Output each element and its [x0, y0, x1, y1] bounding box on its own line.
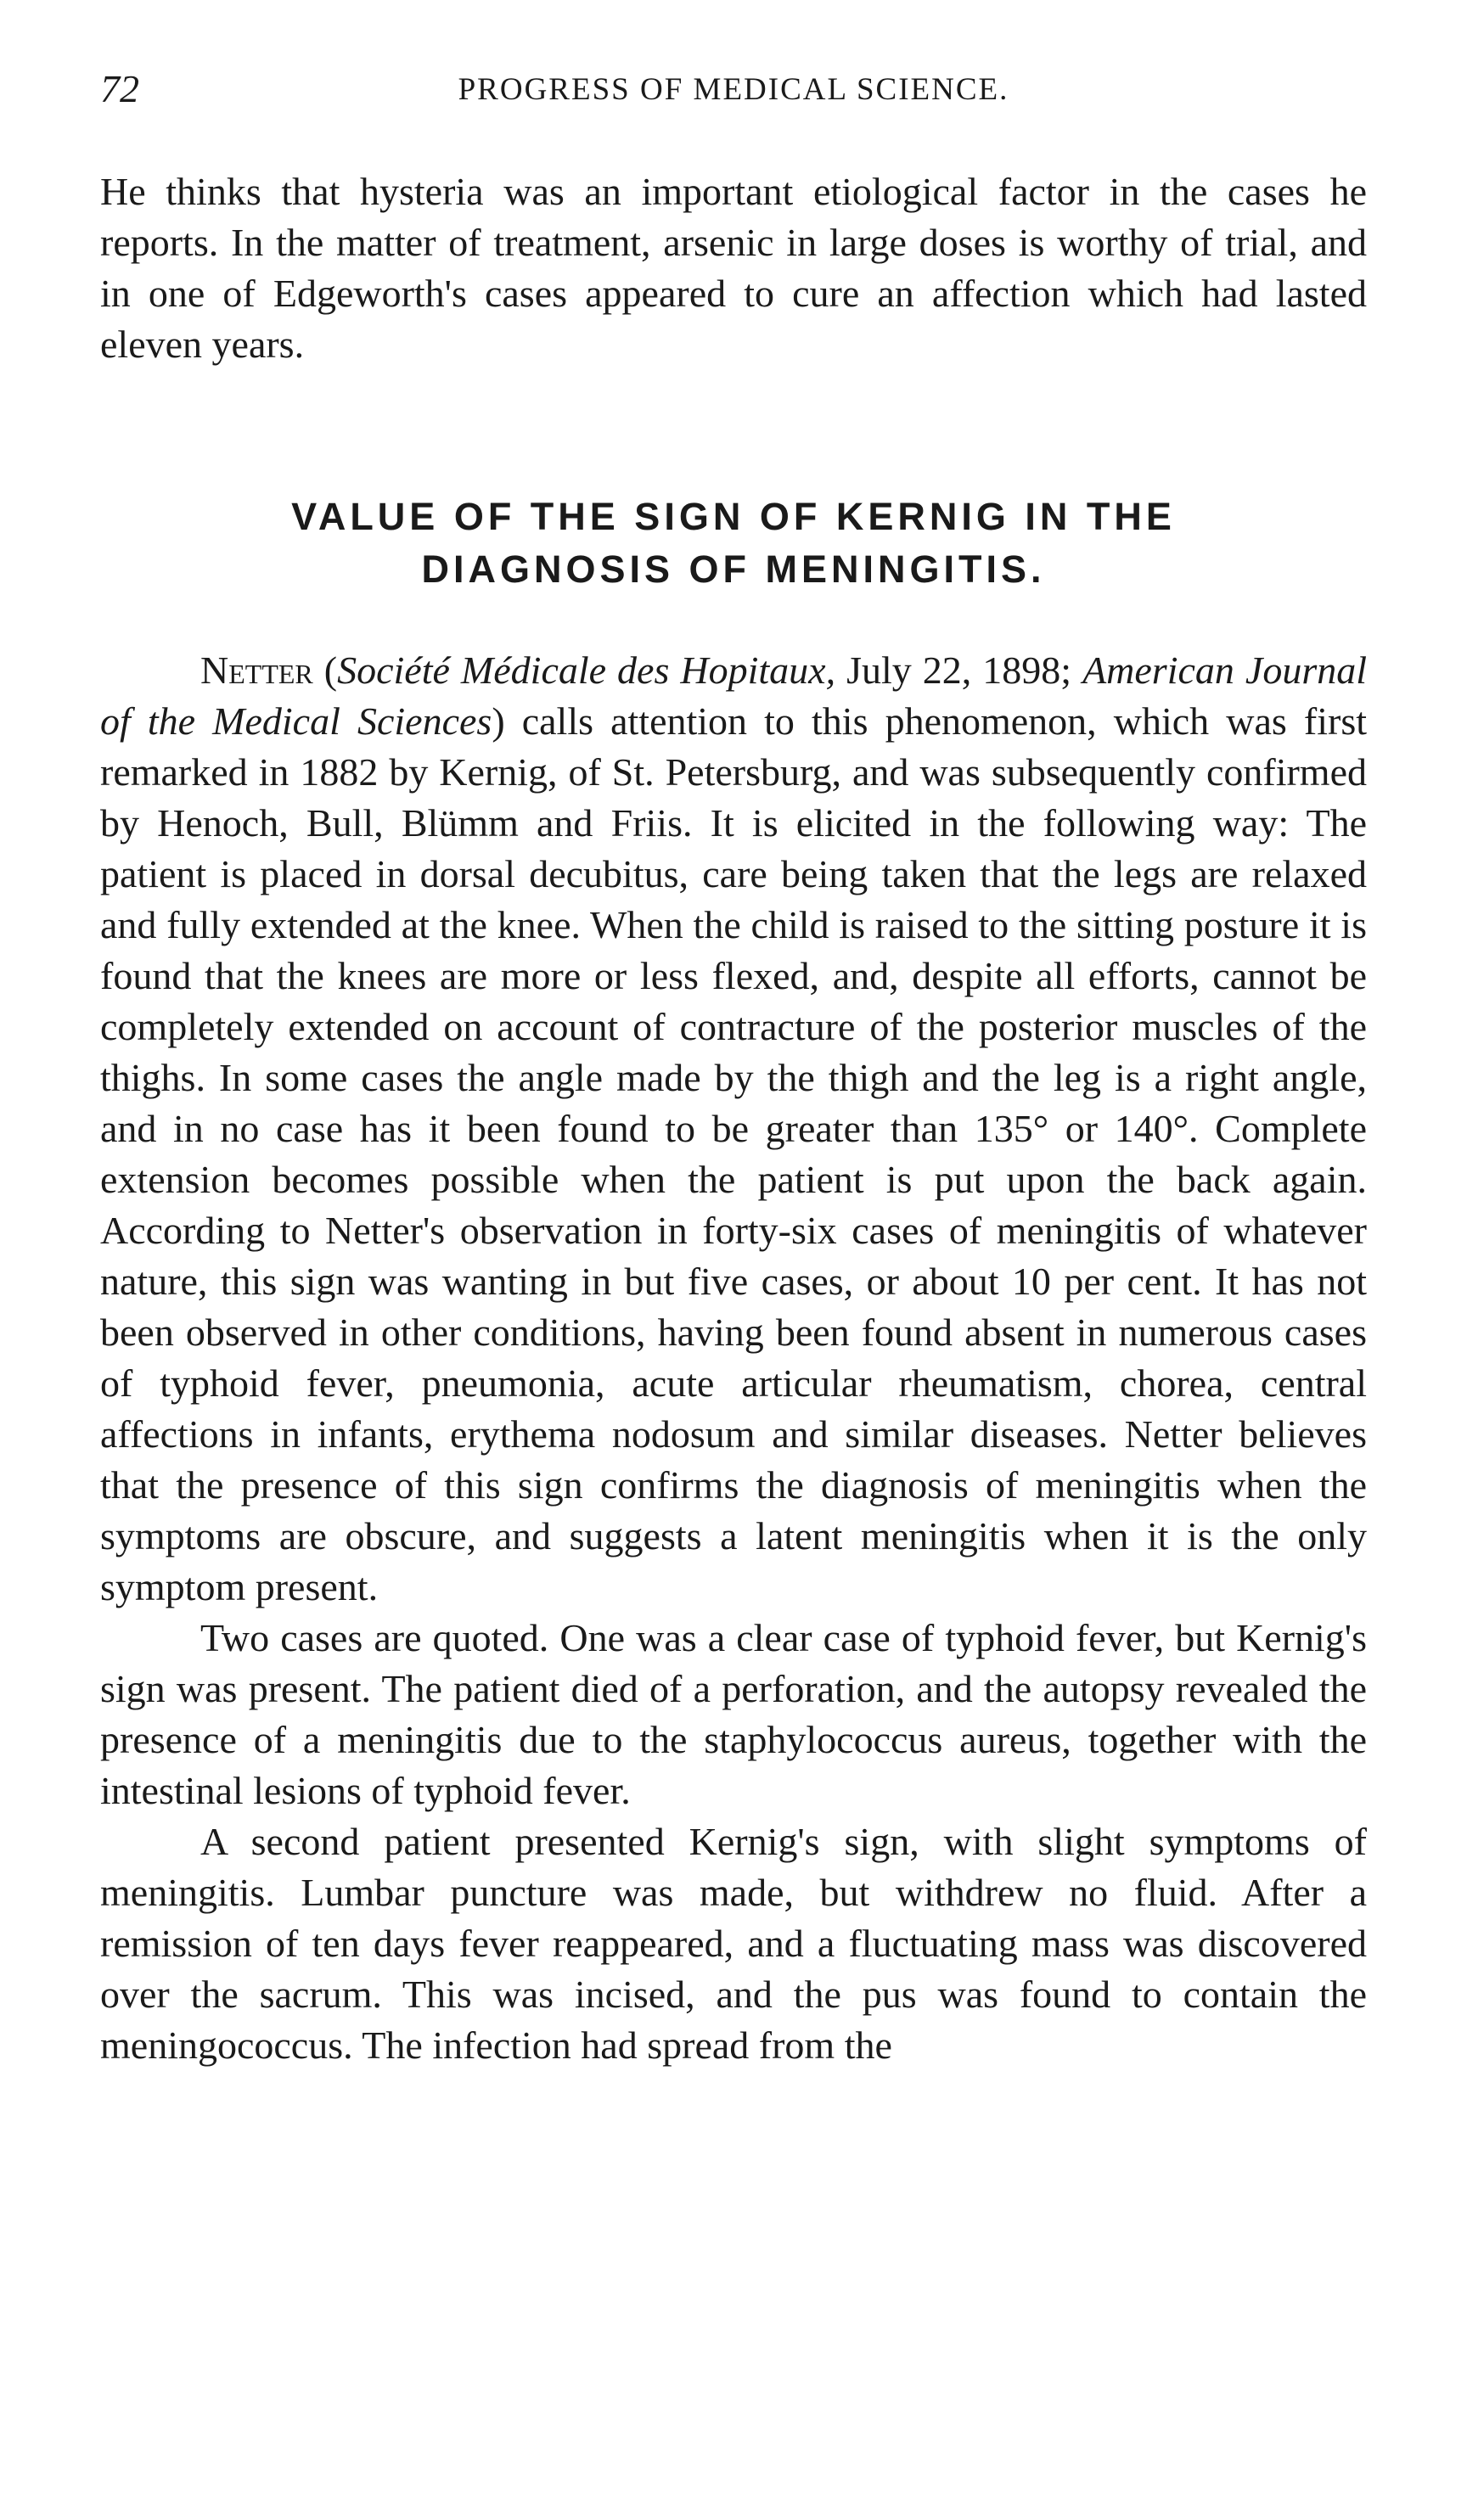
citation-source-2: American Journal of the Medical Sciences [100, 648, 1367, 743]
running-head: PROGRESS OF MEDICAL SCIENCE. [458, 72, 1009, 107]
section-title [100, 491, 1367, 596]
author-name: Netter [200, 648, 313, 692]
intro-paragraph: He thinks that hysteria was an important etiological factor in the cases he reports. In the matter of treatment, arsenic in large doses is worthy of trial, and in one of Edgeworth's cases appeared to cure an affection which had lasted eleven years. [100, 170, 1367, 366]
body-paragraph-1 [100, 645, 1367, 1613]
page-number: 72 [100, 67, 139, 110]
section-title-line-1: VALUE OF THE SIGN OF KERNIG IN THE [291, 495, 1176, 538]
paragraph-1-text: ) calls attention to this phenomenon, which was first remarked in 1882 by Kernig, of St. Petersburg, and was subsequently confirmed by Henoch, Bull, Blümm and Friis. It is elicited in the following way: The patient is placed in dorsal decubitus, care being taken that the legs are relaxed and fully extended at the knee. When the child is raised to the sitting posture it is found that the knees are more or less flexed, and, despite all efforts, cannot be completely extended on account of contracture of the posterior muscles of the thighs. In some cases the angle made by the thigh and the leg is a right angle, and in no case has it been found to be greater than 135° or 140°. Complete extension becomes possible when the patient is put upon the back again. According to Netter's observation in forty-six cases of meningitis of whatever nature, this sign was wanting in but five cases, or about 10 per cent. It has not been observed in other conditions, having been found absent in numerous cases of typhoid fever, pneumonia, acute articular rheumatism, chorea, central affections in infants, erythema nodosum and similar diseases. Netter believes that the presence of this sign confirms the diagnosis of meningitis when the symptoms are obscure, and suggests a latent meningitis when it is the only symptom present. [100, 699, 1367, 1608]
open-paren: ( [323, 648, 338, 692]
body-paragraph-2: Two cases are quoted. One was a clear case of typhoid fever, but Kernig's sign was present. The patient died of a perforation, and the autopsy revealed the presence of a meningitis due to the staphylococcus aureus, together with the intestinal lesions of typhoid fever. [100, 1616, 1367, 1812]
citation-source-1: Société Médicale des Hopitaux, [337, 648, 836, 692]
section-title-line-2: DIAGNOSIS OF MENINGITIS. [421, 547, 1046, 591]
body-paragraph-3: A second patient presented Kernig's sign, with slight symptoms of meningitis. Lumbar puncture was made, but withdrew no fluid. After a remission of ten days fever reappeared, and a fluctuating mass was discovered over the sacrum. This was incised, and the pus was found to contain the meningococcus. The infection had spread from the [100, 1820, 1367, 2067]
page-header [100, 66, 1367, 117]
text-column [100, 166, 1367, 2071]
citation-date: July 22, 1898; [835, 648, 1083, 692]
